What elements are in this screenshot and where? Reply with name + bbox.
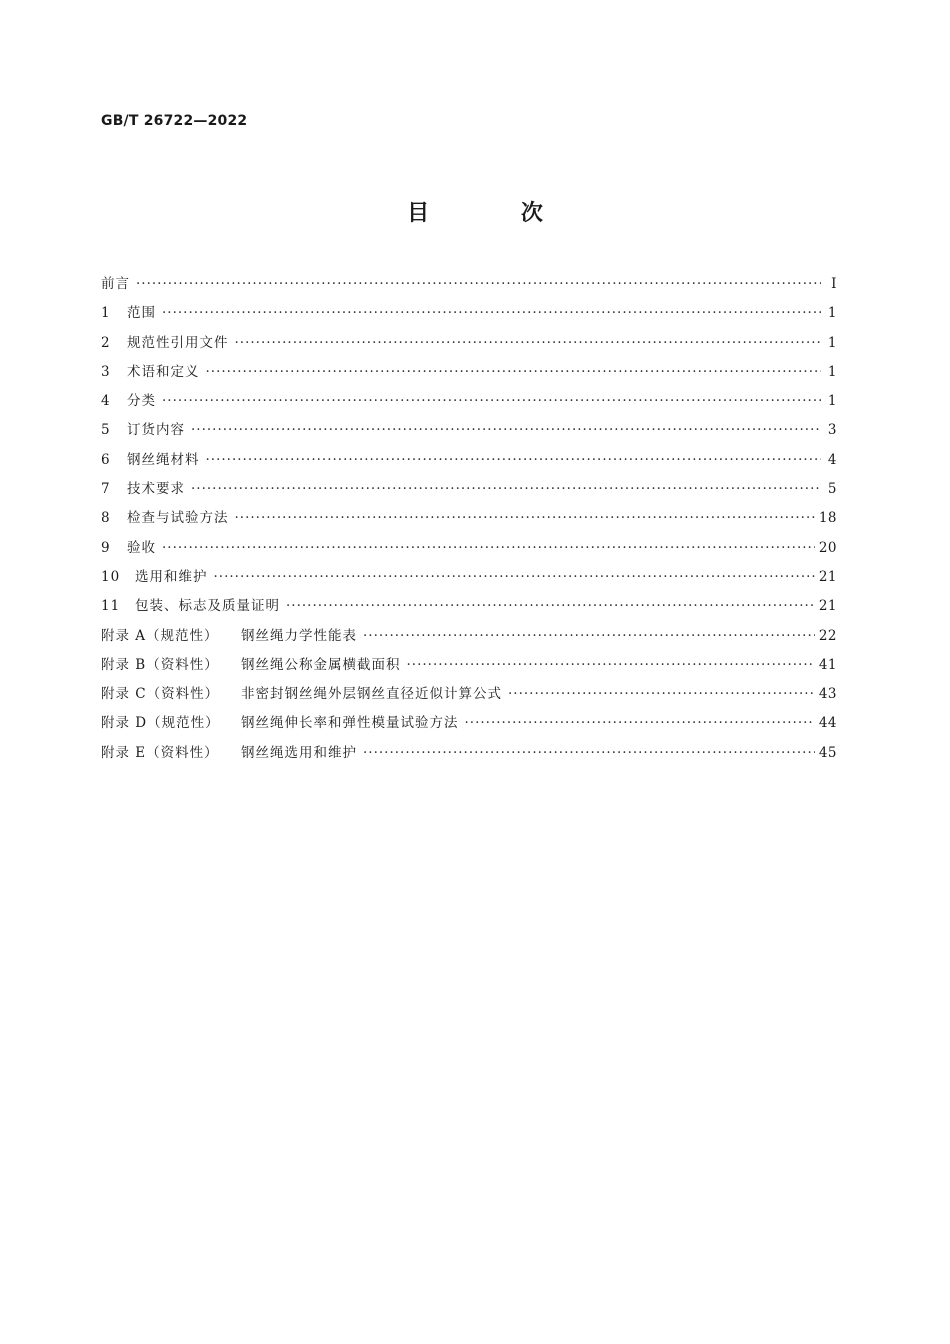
- toc-entry-text: 范围: [127, 305, 156, 322]
- toc-entry-page: 44: [818, 715, 837, 732]
- toc-entry-page: 20: [818, 539, 837, 556]
- toc-entry-11[interactable]: [101, 592, 837, 621]
- toc-entry-number: 5: [101, 422, 111, 439]
- toc-entry-appendix-d[interactable]: [101, 709, 837, 738]
- toc-entry-2[interactable]: [101, 329, 837, 358]
- toc-entry-number: 7: [101, 481, 111, 498]
- toc-leader-dots: [235, 504, 815, 533]
- toc-entry-text: 钢丝绳伸长率和弹性模量试验方法: [241, 715, 459, 732]
- toc-entry-number: 6: [101, 451, 111, 468]
- toc-entry-page: 1: [827, 363, 837, 380]
- toc-entry-number: 附录 E（资料性）: [101, 744, 219, 761]
- toc-leader-dots: [363, 739, 815, 768]
- toc-leader-dots: [407, 651, 815, 680]
- toc-entry-5[interactable]: [101, 416, 837, 445]
- toc-entry-label: [101, 416, 185, 445]
- toc-entry-number: 附录 C（资料性）: [101, 686, 220, 703]
- toc-leader-dots: [191, 416, 821, 445]
- toc-entry-10[interactable]: [101, 563, 837, 592]
- toc-entry-label: [101, 446, 200, 475]
- toc-entry-label: [101, 387, 156, 416]
- toc-entry-text: 技术要求: [127, 481, 185, 498]
- toc-entry-number: 附录 D（规范性）: [101, 715, 220, 732]
- toc-entry-text: 检查与试验方法: [127, 510, 229, 527]
- table-of-contents: [101, 270, 837, 768]
- toc-entry-text: 钢丝绳选用和维护: [241, 744, 357, 761]
- toc-leader-dots: [162, 299, 821, 328]
- toc-entry-page: 43: [818, 686, 837, 703]
- toc-entry-number: 附录 A（规范性）: [101, 627, 219, 644]
- toc-entry-text: 选用和维护: [135, 568, 208, 585]
- toc-entry-text: 分类: [127, 393, 156, 410]
- toc-entry-text: 规范性引用文件: [127, 334, 229, 351]
- toc-entry-page: 1: [827, 305, 837, 322]
- toc-entry-label: [101, 475, 185, 504]
- toc-entry-label: [101, 534, 156, 563]
- toc-entry-label: [101, 739, 357, 768]
- toc-entry-appendix-a[interactable]: [101, 622, 837, 651]
- toc-entry-page: 45: [818, 744, 837, 761]
- toc-leader-dots: [162, 387, 821, 416]
- toc-entry-label: [101, 358, 200, 387]
- toc-entry-7[interactable]: [101, 475, 837, 504]
- toc-entry-number: 附录 B（资料性）: [101, 656, 219, 673]
- toc-leader-dots: [235, 329, 822, 358]
- toc-entry-label: [101, 680, 502, 709]
- toc-entry-number: 3: [101, 363, 111, 380]
- toc-entry-text: 非密封钢丝绳外层钢丝直径近似计算公式: [241, 686, 502, 703]
- toc-entry-text: 钢丝绳力学性能表: [241, 627, 357, 644]
- toc-entry-number: 11: [101, 598, 121, 615]
- toc-entry-text: 钢丝绳材料: [127, 451, 200, 468]
- toc-entry-text: 前言: [101, 276, 130, 292]
- toc-entry-number: 4: [101, 393, 111, 410]
- toc-entry-appendix-e[interactable]: [101, 739, 837, 768]
- toc-entry-page: 41: [818, 656, 837, 673]
- toc-entry-page: 18: [818, 510, 837, 527]
- toc-entry-number: 9: [101, 539, 111, 556]
- toc-entry-page: Ⅰ: [831, 276, 837, 292]
- toc-leader-dots: [363, 622, 815, 651]
- toc-entry-page: 5: [827, 481, 837, 498]
- standard-code: GB/T 26722—2022: [101, 113, 248, 129]
- toc-entry-text: 钢丝绳公称金属横截面积: [241, 656, 401, 673]
- toc-entry-text: 术语和定义: [127, 363, 200, 380]
- toc-entry-6[interactable]: [101, 446, 837, 475]
- toc-entry-foreword[interactable]: [101, 270, 837, 299]
- toc-leader-dots: [206, 358, 822, 387]
- toc-entry-label: [101, 299, 156, 328]
- toc-entry-text: 验收: [127, 539, 156, 556]
- toc-entry-label: [101, 622, 357, 651]
- toc-entry-page: 4: [827, 451, 837, 468]
- toc-entry-label: [101, 651, 401, 680]
- toc-entry-page: 21: [818, 598, 837, 615]
- toc-leader-dots: [508, 680, 815, 709]
- toc-entry-label: [101, 563, 208, 592]
- toc-entry-8[interactable]: [101, 504, 837, 533]
- toc-leader-dots: [191, 475, 821, 504]
- toc-leader-dots: [206, 446, 822, 475]
- toc-entry-page: 21: [818, 568, 837, 585]
- toc-entry-3[interactable]: [101, 358, 837, 387]
- toc-entry-label: [101, 329, 229, 358]
- toc-entry-number: 1: [101, 305, 111, 322]
- toc-entry-page: 22: [818, 627, 837, 644]
- toc-entry-number: 10: [101, 568, 121, 585]
- toc-entry-text: 订货内容: [127, 422, 185, 439]
- toc-entry-label: [101, 504, 229, 533]
- toc-leader-dots: [286, 592, 815, 621]
- toc-entry-text: 包装、标志及质量证明: [135, 598, 280, 615]
- toc-entry-1[interactable]: [101, 299, 837, 328]
- toc-entry-label: [101, 270, 130, 299]
- toc-entry-page: 1: [827, 393, 837, 410]
- toc-entry-9[interactable]: [101, 534, 837, 563]
- toc-entry-page: 1: [827, 334, 837, 351]
- toc-leader-dots: [136, 270, 821, 299]
- toc-entry-number: 8: [101, 510, 111, 527]
- toc-entry-label: [101, 592, 280, 621]
- toc-entry-page: 3: [827, 422, 837, 439]
- toc-entry-number: 2: [101, 334, 111, 351]
- toc-entry-label: [101, 709, 459, 738]
- toc-leader-dots: [162, 534, 815, 563]
- toc-entry-appendix-c[interactable]: [101, 680, 837, 709]
- toc-entry-appendix-b[interactable]: [101, 651, 837, 680]
- toc-entry-4[interactable]: [101, 387, 837, 416]
- toc-title: 目 次: [407, 201, 585, 226]
- toc-leader-dots: [465, 709, 815, 738]
- toc-leader-dots: [214, 563, 815, 592]
